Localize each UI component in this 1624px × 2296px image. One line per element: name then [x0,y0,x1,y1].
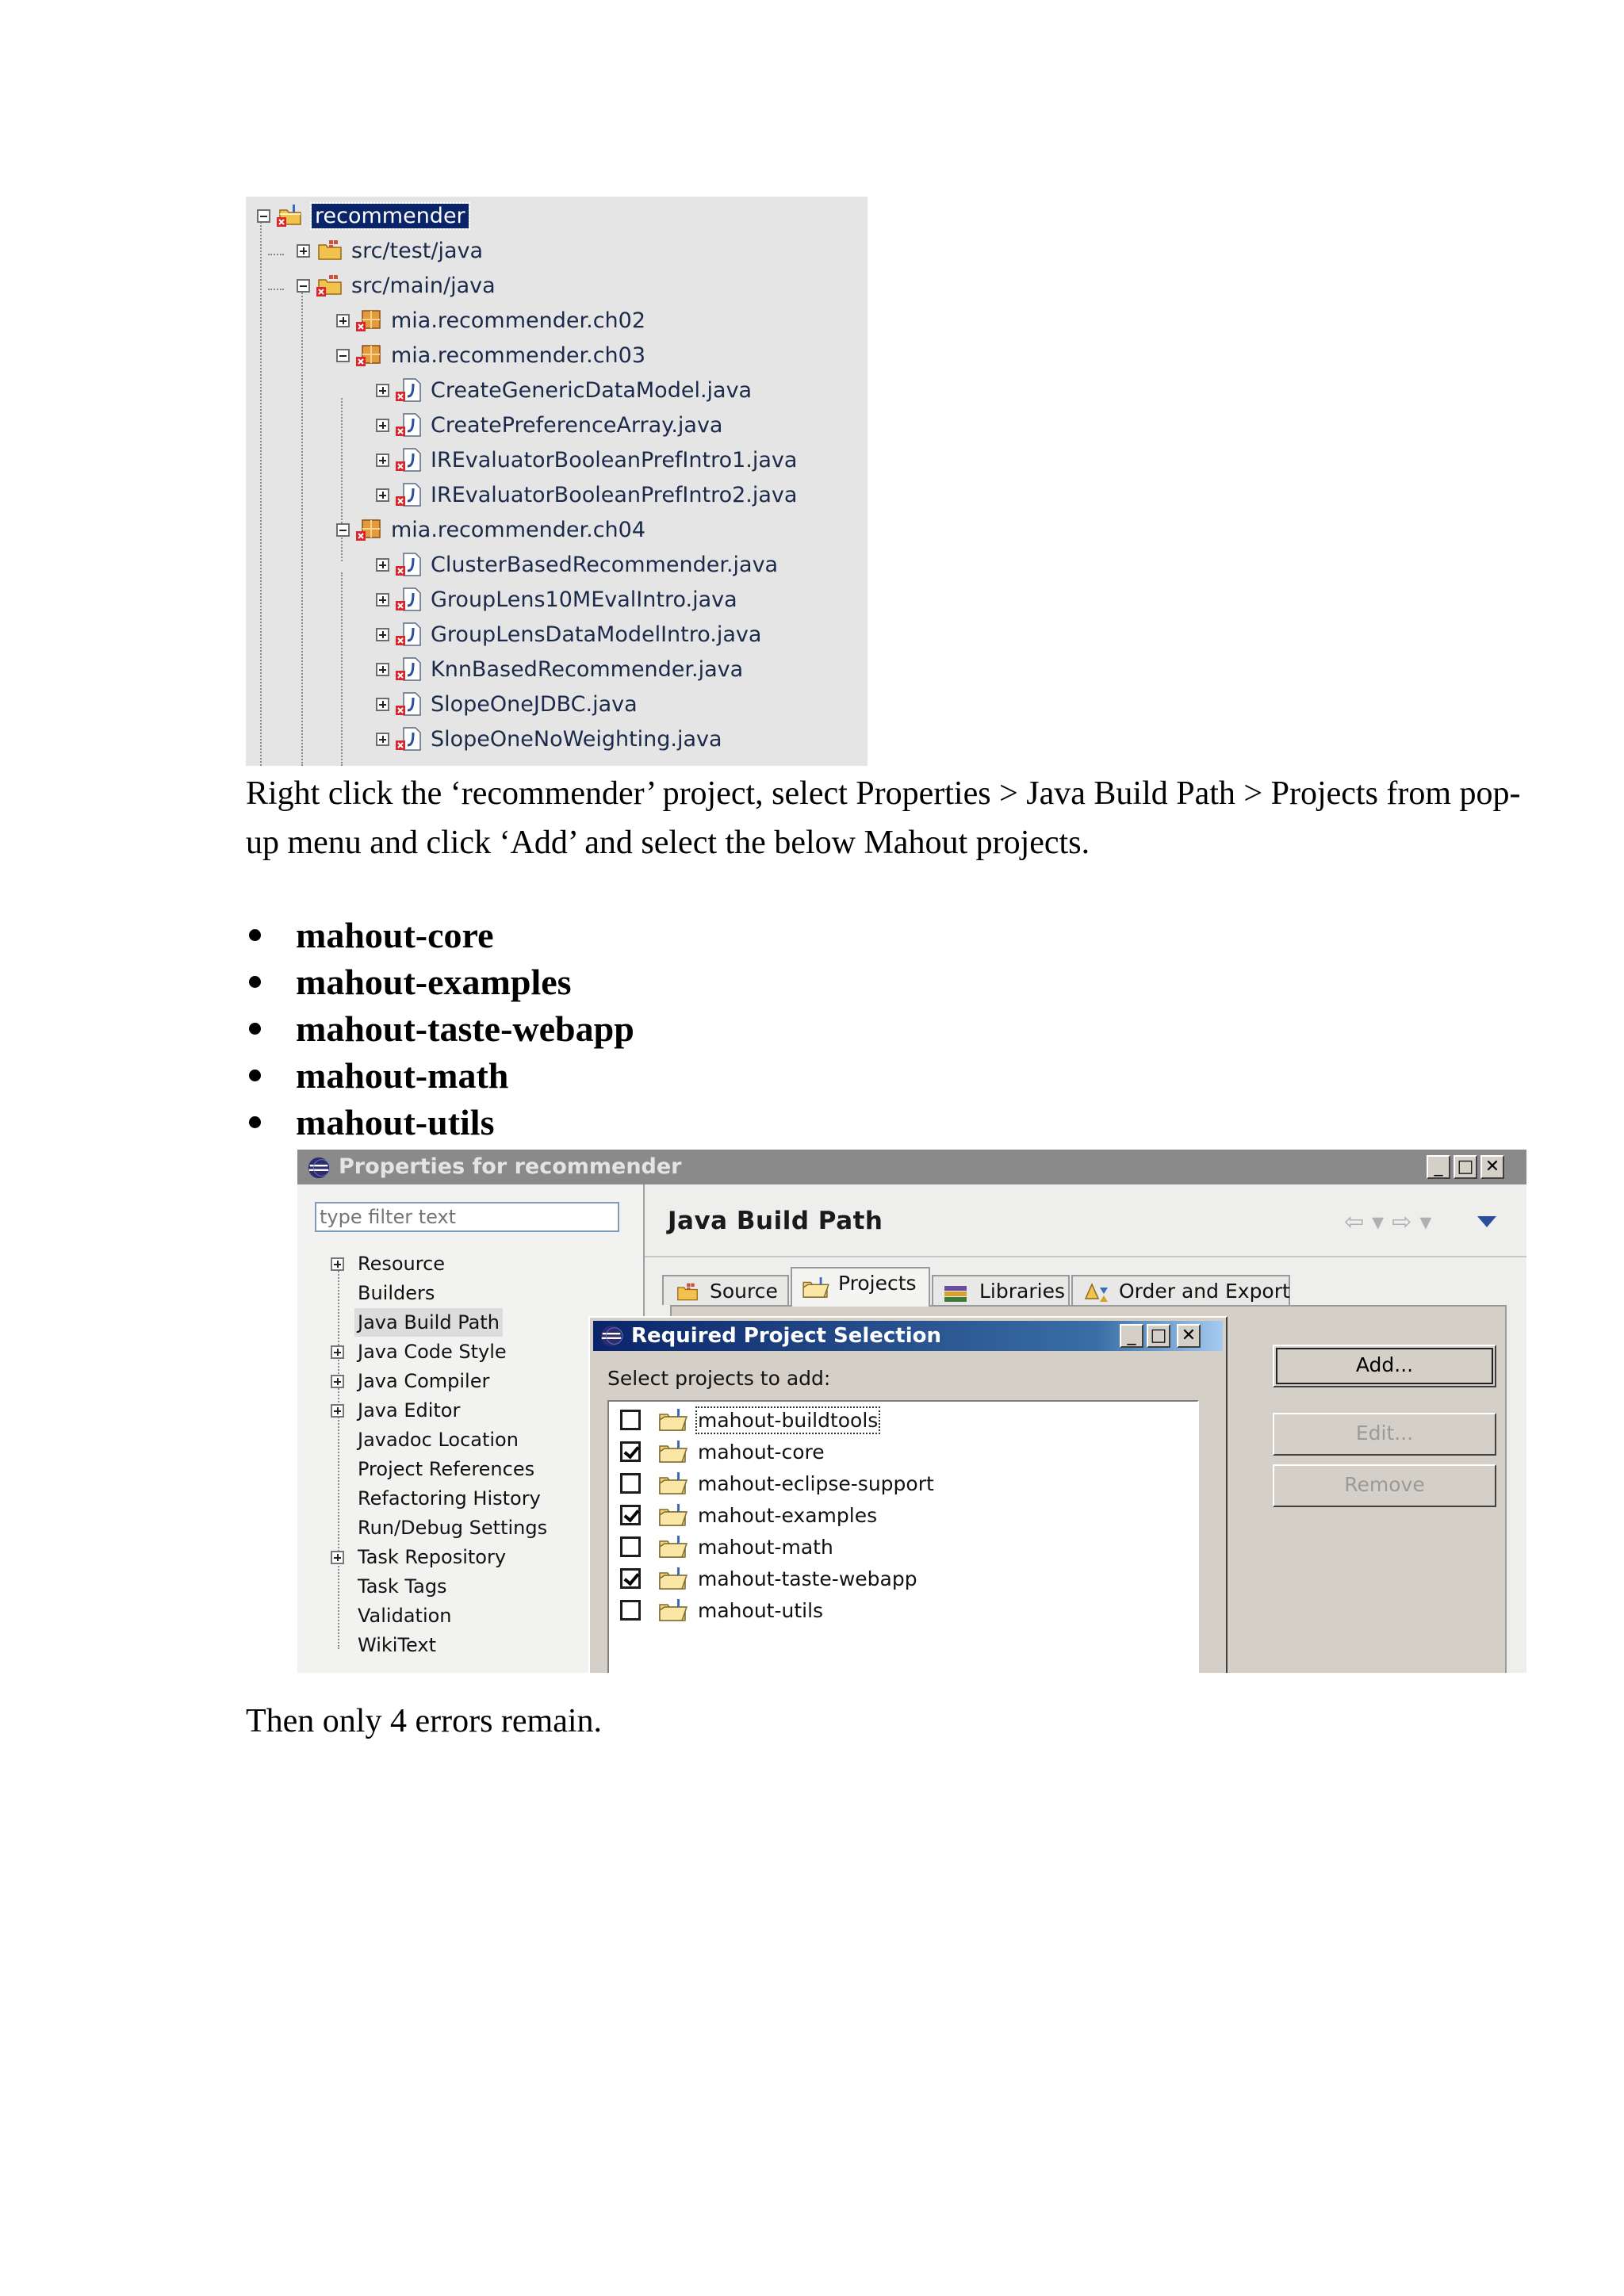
order-export-icon [1081,1281,1113,1303]
tree-folder[interactable] [297,270,496,301]
mahout-project-list [246,912,634,1146]
java-file-error-icon [396,412,423,438]
expand-toggle[interactable] [297,244,310,258]
tree-label: CreatePreferenceArray.java [431,412,723,438]
nav-item-validation[interactable]: Validation [358,1605,452,1627]
project-label: mahout-buildtools [698,1408,879,1432]
expand-toggle[interactable] [336,314,350,327]
page-title: Java Build Path [668,1207,883,1235]
eclipse-icon [599,1324,623,1348]
java-file-error-icon [396,587,423,612]
tree-file[interactable] [376,688,638,720]
checkbox[interactable] [620,1410,641,1430]
expand-toggle[interactable] [376,558,389,572]
package-error-icon [356,308,383,333]
tree-label: mia.recommender.ch02 [391,308,646,333]
tree-file[interactable] [376,409,722,441]
expand-toggle[interactable] [331,1257,344,1271]
tab-label: Order and Export [1119,1280,1290,1303]
properties-dialog [297,1150,1526,1673]
project-icon [658,1535,688,1559]
tree-label: KnnBasedRecommender.java [431,656,744,682]
collapse-toggle[interactable] [297,279,310,293]
tree-label: mia.recommender.ch03 [391,342,646,368]
tree-label: GroupLens10MEvalIntro.java [431,587,737,612]
tree-label: ClusterBasedRecommender.java [431,552,779,577]
project-label: mahout-math [698,1535,833,1559]
tree-label: CreateGenericDataModel.java [431,377,753,403]
list-item: mahout-taste-webapp [246,1005,634,1052]
project-icon [658,1503,688,1527]
list-item: mahout-core [246,912,634,959]
tree-folder[interactable] [297,235,483,266]
tree-file[interactable] [376,549,778,580]
expand-toggle[interactable] [331,1404,344,1418]
project-error-icon [277,203,304,228]
source-folder-icon [316,238,343,263]
remove-button[interactable]: Remove [1273,1464,1496,1507]
tab-label: Libraries [979,1280,1065,1303]
expand-toggle[interactable] [331,1345,344,1359]
checkbox[interactable] [620,1600,641,1621]
tree-label: mia.recommender.ch04 [391,517,646,542]
project-row[interactable] [620,1437,825,1467]
project-row[interactable] [620,1405,878,1435]
tree-label: IREvaluatorBooleanPrefIntro1.java [431,447,798,473]
nav-item-builders[interactable]: Builders [358,1282,435,1304]
nav-item-refactoring-history[interactable]: Refactoring History [358,1487,541,1510]
package-error-icon [356,342,383,368]
project-icon [658,1471,688,1495]
tree-file[interactable] [376,374,752,406]
source-folder-error-icon [316,273,343,298]
expand-toggle[interactable] [376,593,389,607]
close-button[interactable]: ✕ [1177,1324,1201,1348]
java-file-error-icon [396,691,423,717]
project-icon [658,1567,688,1590]
tab-label: Projects [838,1272,917,1295]
tree-label: recommender [312,204,469,228]
tab-source[interactable] [662,1275,789,1305]
tree-label: IREvaluatorBooleanPrefIntro2.java [431,482,798,507]
java-file-error-icon [396,726,423,752]
libraries-icon [941,1281,973,1303]
close-button[interactable]: ✕ [1480,1155,1504,1179]
project-row[interactable] [620,1595,823,1625]
tree-file[interactable] [376,584,737,615]
tab-projects[interactable] [791,1267,930,1307]
checkbox[interactable] [620,1536,641,1557]
tree-label: GroupLensDataModelIntro.java [431,622,762,647]
nav-item-project-references[interactable]: Project References [358,1458,535,1480]
list-item: mahout-math [246,1052,634,1099]
expand-toggle[interactable] [376,384,389,397]
java-file-error-icon [396,656,423,682]
project-explorer-screenshot [246,197,868,766]
nav-item-run-debug-settings[interactable]: Run/Debug Settings [358,1517,548,1539]
nav-item-java-code-style[interactable]: Java Code Style [358,1341,507,1363]
nav-item-java-compiler[interactable]: Java Compiler [358,1370,490,1392]
dialog-title: Required Project Selection [631,1324,942,1348]
nav-item-javadoc-location[interactable]: Javadoc Location [358,1429,519,1451]
nav-item-task-tags[interactable]: Task Tags [358,1575,447,1598]
minimize-button[interactable]: _ [1120,1324,1143,1348]
expand-toggle[interactable] [331,1551,344,1564]
tree-file[interactable] [376,653,743,685]
project-icon [658,1440,688,1464]
checkbox[interactable] [620,1473,641,1494]
expand-toggle[interactable] [376,453,389,467]
tree-label: SlopeOneJDBC.java [431,691,638,717]
tree-label: SlopeOneNoWeighting.java [431,726,722,752]
project-icon [658,1408,688,1432]
history-nav-icons[interactable]: ⇦▾⇨▾ [1344,1208,1440,1236]
project-checklist [607,1400,1199,1673]
expand-toggle[interactable] [376,663,389,676]
maximize-button[interactable]: □ [1454,1155,1477,1179]
project-row[interactable] [620,1468,934,1498]
projects-icon [800,1276,832,1299]
nav-item-java-editor[interactable]: Java Editor [358,1399,461,1422]
nav-item-java-build-path[interactable]: Java Build Path [354,1308,503,1337]
checkbox-checked[interactable] [620,1505,641,1525]
java-file-error-icon [396,377,423,403]
checkbox-checked[interactable] [620,1441,641,1462]
divider [645,1256,1526,1257]
tab-order-and-export[interactable] [1071,1275,1290,1305]
nav-item-resource[interactable]: Resource [358,1253,446,1275]
list-item: mahout-examples [246,959,634,1005]
instruction-paragraph: Right click the ‘recommender’ project, select Properties > Java Build Path > Projects from pop-up menu and click ‘Add’ and select the below Mahout projects. [246,775,1521,861]
add-button[interactable]: Add... [1273,1345,1496,1387]
expand-toggle[interactable] [376,628,389,641]
tree-file[interactable] [376,723,722,755]
dialog-prompt: Select projects to add: [607,1367,831,1390]
project-label: mahout-examples [698,1503,878,1527]
tree-file[interactable] [376,618,761,650]
tree-package[interactable] [336,304,645,336]
java-file-error-icon [396,552,423,577]
project-row[interactable] [620,1532,833,1562]
source-folder-icon [672,1281,703,1303]
result-paragraph: Then only 4 errors remain. [246,1703,603,1739]
expand-toggle[interactable] [331,1375,344,1388]
project-label: mahout-taste-webapp [698,1567,917,1590]
project-label: mahout-utils [698,1598,824,1622]
package-error-icon [356,517,383,542]
maximize-button[interactable]: □ [1147,1324,1170,1348]
tree-file[interactable] [376,444,797,476]
list-item: mahout-utils [246,1099,634,1146]
collapse-toggle[interactable] [336,349,350,362]
dialog-title: Properties for recommender [339,1154,682,1179]
project-row[interactable] [620,1563,917,1594]
nav-item-task-repository[interactable]: Task Repository [358,1546,507,1568]
expand-toggle[interactable] [376,698,389,711]
collapse-toggle[interactable] [257,209,270,223]
tree-file[interactable] [376,479,797,511]
expand-toggle[interactable] [376,488,389,502]
checkbox-checked[interactable] [620,1568,641,1589]
filter-input[interactable] [315,1202,619,1232]
java-file-error-icon [396,447,423,473]
minimize-button[interactable]: _ [1427,1155,1450,1179]
tree-package[interactable] [336,339,645,371]
required-project-selection-dialog [588,1316,1228,1673]
nav-item-wikitext[interactable]: WikiText [358,1634,436,1656]
eclipse-icon [307,1156,331,1180]
project-row[interactable] [620,1500,877,1530]
project-icon [658,1598,688,1622]
java-file-error-icon [396,482,423,507]
tree-root[interactable] [257,200,469,232]
collapse-toggle[interactable] [336,523,350,537]
java-file-error-icon [396,622,423,647]
expand-toggle[interactable] [376,733,389,746]
tab-label: Source [710,1280,778,1303]
expand-toggle[interactable] [376,419,389,432]
tree-package[interactable] [336,514,645,545]
view-menu-icon[interactable] [1477,1216,1496,1227]
project-label: mahout-eclipse-support [698,1471,934,1495]
project-label: mahout-core [698,1440,825,1464]
tab-libraries[interactable] [932,1275,1070,1305]
edit-button[interactable]: Edit... [1273,1413,1496,1456]
tree-label: src/main/java [351,273,496,298]
tree-label: src/test/java [351,238,484,263]
